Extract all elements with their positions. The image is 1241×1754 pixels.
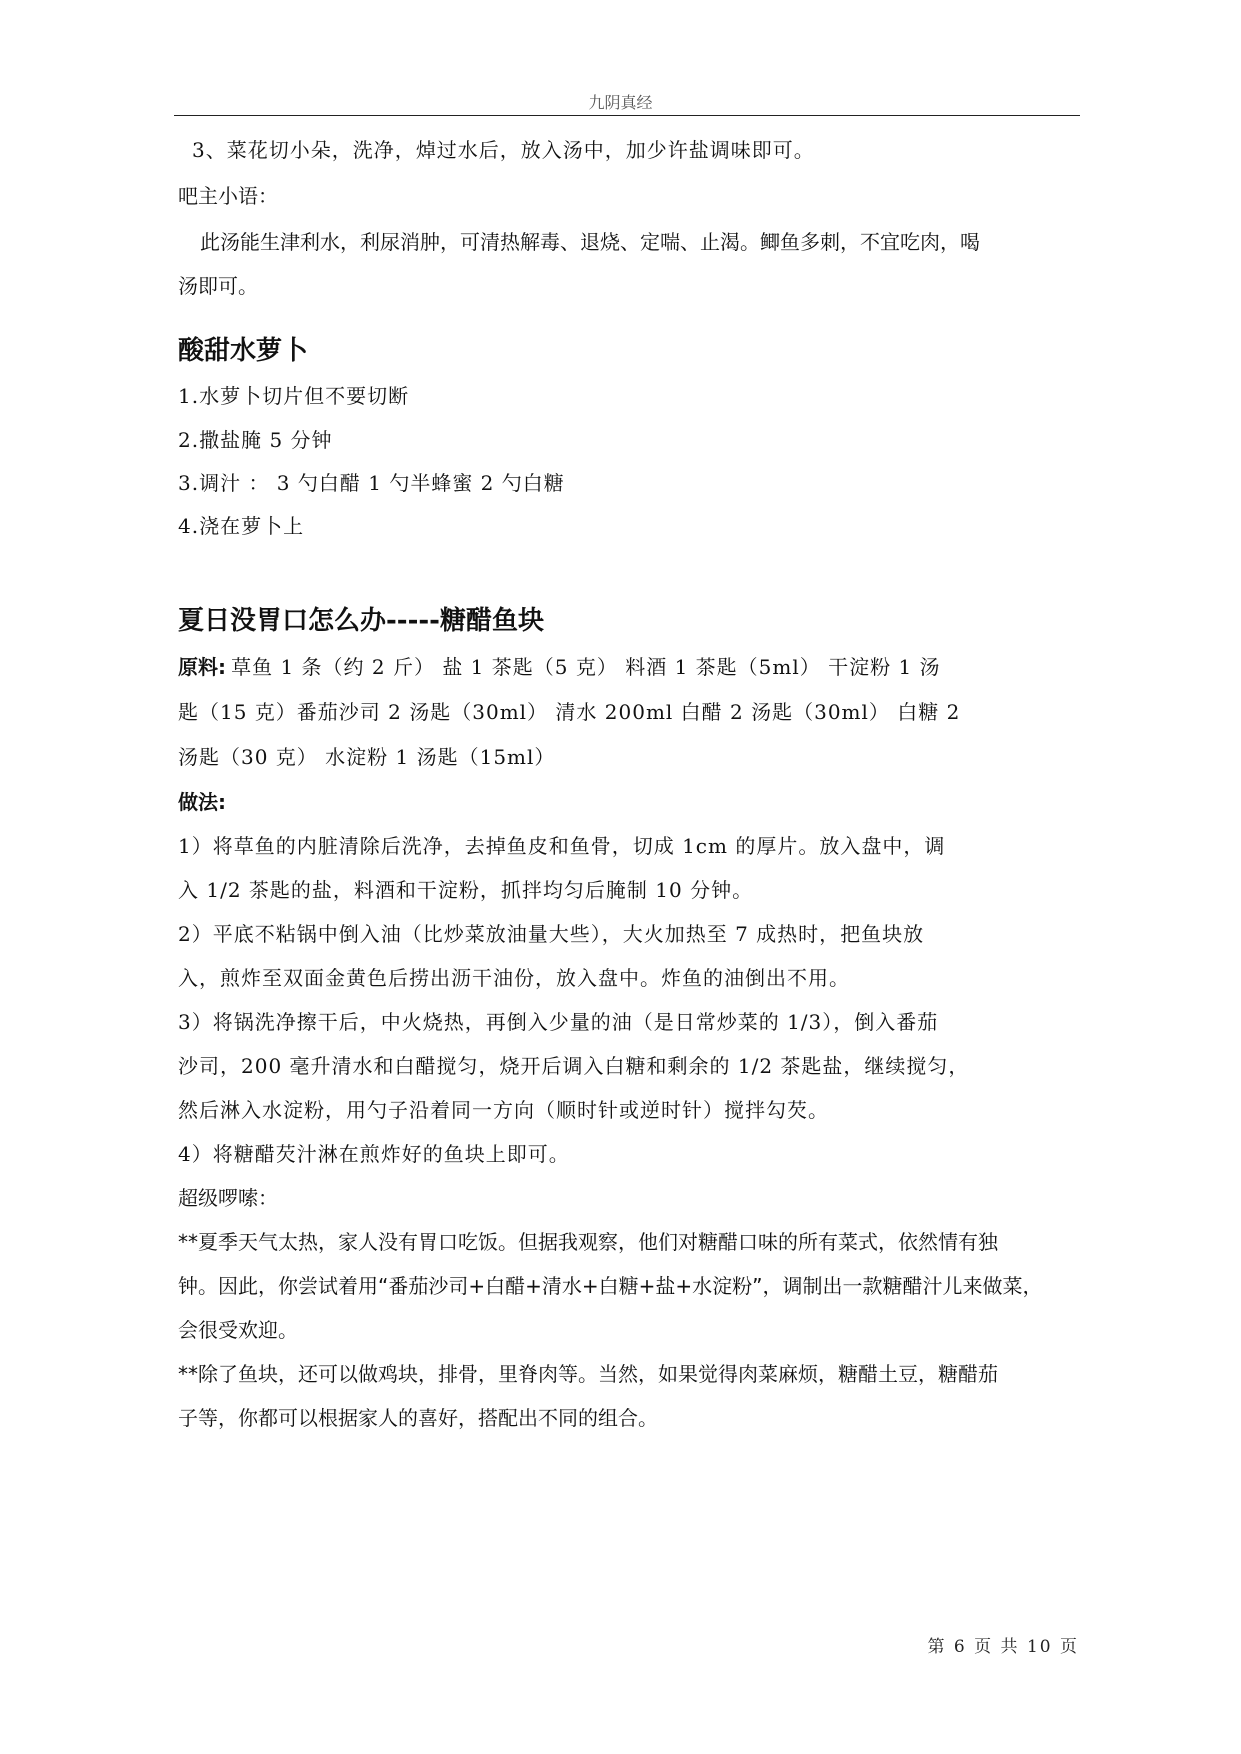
tip-line-1: 此汤能生津利水，利尿消肿，可清热解毒、退烧、定喘、止渴。鲫鱼多刺，不宜吃肉，喝: [200, 230, 980, 254]
method-label: 做法:: [178, 790, 226, 814]
method-line-3: 2）平底不粘锅中倒入油（比炒菜放油量大些），大火加热至 7 成热时，把鱼块放: [178, 922, 925, 946]
notes-line-2: 钟。因此，你尝试着用“番茄沙司+白醋+清水+白糖+盐+水淀粉”，调制出一款糖醋汁儿来做菜，: [178, 1274, 1043, 1298]
recipe-1-step-1: 1.水萝卜切片但不要切断: [178, 384, 410, 408]
method-line-8: 4）将糖醋芡汁淋在煎炸好的鱼块上即可。: [178, 1142, 570, 1166]
ingredients-line-2: 匙（15 克）番茄沙司 2 汤匙（30ml） 清水 200ml 白醋 2 汤匙（30ml） 白糖 2: [178, 700, 961, 724]
method-line-4: 入，煎炸至双面金黄色后捞出沥干油份，放入盘中。炸鱼的油倒出不用。: [178, 966, 850, 990]
recipe-1-step-3: 3.调汁 ： 3 勺白醋 1 勺半蜂蜜 2 勺白糖: [178, 471, 565, 495]
recipe-2-title: 夏日没胃口怎么办-----糖醋鱼块: [178, 606, 544, 636]
ingredients-line-3: 汤匙（30 克） 水淀粉 1 汤匙（15ml）: [178, 745, 556, 769]
notes-line-5: 子等，你都可以根据家人的喜好，搭配出不同的组合。: [178, 1406, 658, 1430]
notes-line-4: **除了鱼块，还可以做鸡块，排骨，里脊肉等。当然，如果觉得肉菜麻烦，糖醋土豆，糖醋茄: [178, 1362, 998, 1386]
page-number: 第 6 页 共 10 页: [927, 1637, 1079, 1657]
method-line-6: 沙司，200 毫升清水和白醋搅匀，烧开后调入白糖和剩余的 1/2 茶匙盐，继续搅匀，: [178, 1054, 970, 1078]
method-line-1: 1）将草鱼的内脏清除后洗净，去掉鱼皮和鱼骨，切成 1cm 的厚片。放入盘中，调: [178, 834, 946, 858]
notes-label: 超级啰嗦：: [178, 1186, 278, 1210]
tip-label: 吧主小语：: [178, 184, 278, 208]
ingredients-text-1: 草鱼 1 条（约 2 斤） 盐 1 茶匙（5 克） 料酒 1 茶匙（5ml） 干淀粉 1 汤: [231, 655, 941, 679]
notes-line-1: **夏季天气太热，家人没有胃口吃饭。但据我观察，他们对糖醋口味的所有菜式，依然情有独: [178, 1230, 998, 1254]
recipe-1-title: 酸甜水萝卜: [178, 336, 309, 366]
ingredients-line-1: [178, 651, 941, 680]
header-divider: [174, 115, 1080, 116]
method-line-7: 然后淋入水淀粉，用勺子沿着同一方向（顺时针或逆时针）搅拌勾芡。: [178, 1098, 829, 1122]
page-header-title: 九阴真经: [588, 93, 653, 112]
tip-line-2: 汤即可。: [178, 274, 258, 298]
method-line-2: 入 1/2 茶匙的盐，料酒和干淀粉，抓拌均匀后腌制 10 分钟。: [178, 878, 754, 902]
notes-line-3: 会很受欢迎。: [178, 1318, 298, 1342]
recipe-1-step-4: 4.浇在萝卜上: [178, 514, 305, 538]
recipe-1-step-2: 2.撒盐腌 5 分钟: [178, 428, 333, 452]
method-line-5: 3）将锅洗净擦干后，中火烧热，再倒入少量的油（是日常炒菜的 1/3），倒入番茄: [178, 1010, 939, 1034]
step-3-text: 3、菜花切小朵，洗净，焯过水后，放入汤中，加少许盐调味即可。: [192, 138, 815, 162]
ingredients-label: 原料:: [178, 655, 226, 679]
